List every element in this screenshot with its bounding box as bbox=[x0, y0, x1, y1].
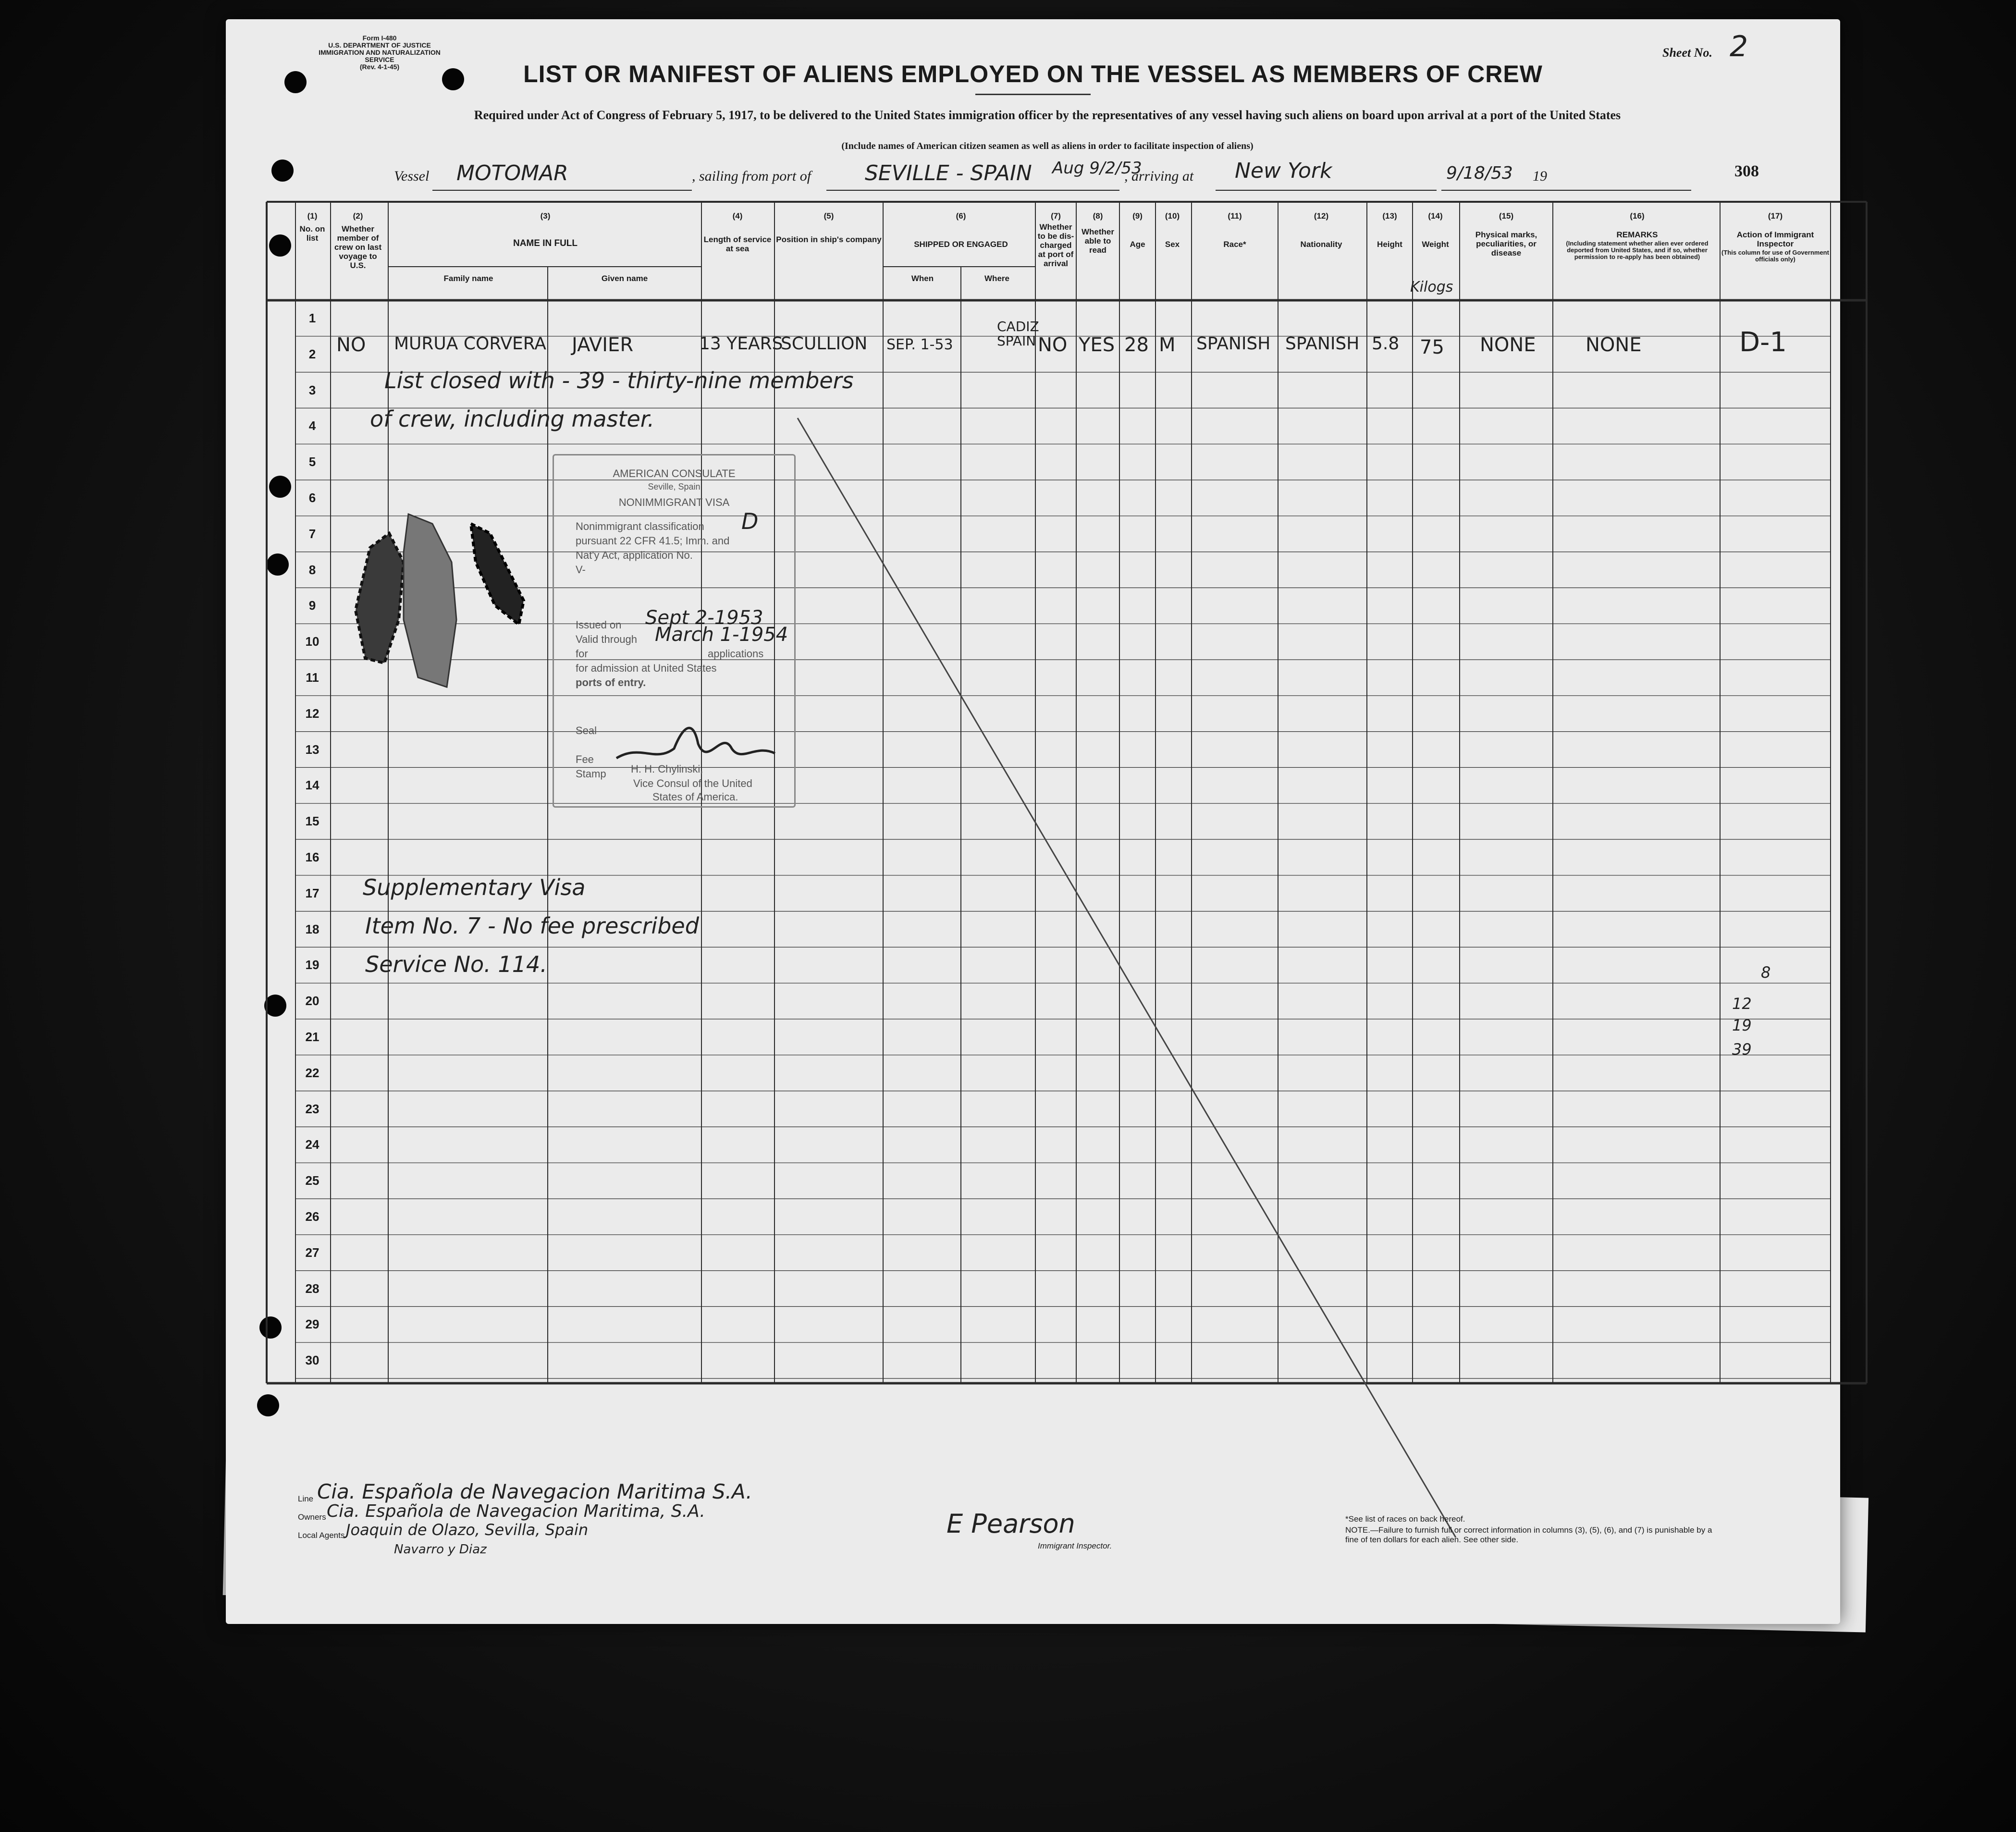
col-subheader: When bbox=[911, 274, 934, 283]
row1-where: CADIZ SPAIN bbox=[997, 319, 1039, 349]
row1-remarks: NONE bbox=[1586, 334, 1642, 356]
row1-race: SPANISH bbox=[1196, 334, 1271, 354]
row1-when: SEP. 1-53 bbox=[886, 336, 953, 353]
tally-1: 8 bbox=[1761, 963, 1771, 982]
supplementary-visa-note: Supplementary Visa bbox=[363, 874, 586, 900]
reference-number: 308 bbox=[1734, 162, 1759, 180]
arriving-value: New York bbox=[1235, 159, 1332, 183]
line-label: Line bbox=[298, 1494, 314, 1503]
col-header: (1) No. on list bbox=[299, 211, 325, 243]
row-number: 6 bbox=[308, 491, 316, 505]
stamp-v: V- bbox=[576, 564, 586, 576]
row-number: 21 bbox=[305, 1030, 320, 1044]
row-number: 24 bbox=[305, 1137, 320, 1152]
stamp-fee: Fee bbox=[576, 753, 594, 765]
stamp-application: Nat'y Act, application No. bbox=[576, 549, 693, 561]
penalty-note: NOTE.—Failure to furnish full or correct information in columns (3), (5), (6), and (7) is punishable by a fine of ten dollars for each alien. See other side. bbox=[1345, 1525, 1712, 1544]
row1-action: D-1 bbox=[1739, 327, 1787, 358]
row-number: 11 bbox=[306, 670, 319, 685]
row-number: 22 bbox=[305, 1065, 320, 1080]
row-number: 25 bbox=[305, 1173, 320, 1188]
row1-sex: M bbox=[1159, 334, 1176, 356]
row-number: 10 bbox=[305, 634, 320, 649]
row-number: 2 bbox=[308, 346, 316, 361]
port-value: SEVILLE - SPAIN bbox=[865, 161, 1032, 185]
stamp-class-value: D bbox=[741, 508, 759, 534]
stamp-valid-label: Valid through bbox=[576, 633, 638, 645]
row1-marks: NONE bbox=[1480, 334, 1536, 356]
stamp-regulation: pursuant 22 CFR 41.5; Imm. and bbox=[576, 535, 730, 547]
tally-2: 12 bbox=[1732, 995, 1752, 1013]
page-title: LIST OR MANIFEST OF ALIENS EMPLOYED ON THE VESSEL AS MEMBERS OF CREW bbox=[523, 61, 1543, 87]
row-number: 16 bbox=[305, 850, 320, 864]
row-number: 8 bbox=[308, 562, 316, 577]
form-no: Form I-480 bbox=[362, 34, 397, 42]
row-number: 26 bbox=[305, 1209, 320, 1224]
row1-family-name: MURUA CORVERA bbox=[394, 334, 546, 354]
col-header: (7) Whether to be dis- charged at port of arrival bbox=[1037, 211, 1074, 268]
races-note: *See list of races on back hereof. bbox=[1345, 1514, 1465, 1524]
stamp-stamp: Stamp bbox=[576, 768, 606, 780]
inspector-signature: E Pearson bbox=[947, 1509, 1075, 1539]
row-number: 14 bbox=[305, 778, 320, 793]
weight-unit: Kilogs bbox=[1410, 279, 1453, 295]
row-number: 18 bbox=[305, 922, 320, 936]
arrival-date: 9/18/53 bbox=[1446, 163, 1513, 183]
col-subheader: Given name bbox=[601, 274, 648, 283]
row-number: 29 bbox=[305, 1317, 320, 1332]
col-header: (3) NAME IN FULL bbox=[513, 211, 578, 248]
stamp-issued-value: Sept 2-1953 bbox=[645, 607, 763, 629]
col-header: (4) Length of service at sea bbox=[703, 211, 772, 253]
col-subheader: Where bbox=[984, 274, 1009, 283]
inspector-label: Immigrant Inspector. bbox=[1038, 1541, 1112, 1550]
sailing-label: , sailing from port of bbox=[692, 168, 811, 184]
col-subheader: Family name bbox=[443, 274, 493, 283]
col-header: (9) Age bbox=[1130, 211, 1145, 249]
row-number: 12 bbox=[305, 706, 320, 721]
row-number: 27 bbox=[305, 1245, 320, 1260]
list-closed-note-2: of crew, including master. bbox=[370, 406, 655, 432]
tally-4: 39 bbox=[1732, 1040, 1752, 1058]
col-header: (5) Position in ship's company bbox=[776, 211, 882, 244]
agents-label: Local Agents bbox=[298, 1531, 345, 1540]
year-label: 19 bbox=[1533, 168, 1547, 184]
agents-value-2: Navarro y Diaz bbox=[394, 1542, 487, 1557]
stamp-officer-title: Vice Consul of the United bbox=[633, 777, 752, 789]
row-number: 17 bbox=[305, 885, 320, 900]
stamp-ports: ports of entry. bbox=[576, 676, 646, 689]
row1-discharged: NO bbox=[1038, 334, 1068, 356]
row1-position: SCULLION bbox=[781, 334, 868, 354]
col-header: (17) Action of Immigrant Inspector (This column for use of Government officials only) bbox=[1721, 211, 1829, 263]
row-number: 5 bbox=[308, 455, 316, 469]
service: IMMIGRATION AND NATURALIZATION SERVICE bbox=[319, 49, 441, 63]
row1-height: 5.8 bbox=[1372, 334, 1400, 354]
col-header: (10) Sex bbox=[1165, 211, 1180, 249]
stamp-officer: H. H. Chylinski, bbox=[631, 763, 703, 775]
vessel-value: MOTOMAR bbox=[456, 161, 568, 185]
col-header: (12) Nationality bbox=[1300, 211, 1342, 249]
row1-read: YES bbox=[1079, 334, 1115, 356]
row1-last-voyage: NO bbox=[336, 334, 366, 356]
col-header: (16) REMARKS (Including statement whether alien ever ordered deported from United States, and if so, whether permission to re-apply has been obtained) bbox=[1566, 211, 1709, 260]
stamp-applications: applications bbox=[708, 648, 764, 660]
col-header: (13) Height bbox=[1377, 211, 1402, 249]
stamp-admission: for admission at United States bbox=[576, 662, 717, 674]
stamp-seal: Seal bbox=[576, 725, 597, 737]
row-number: 28 bbox=[305, 1281, 320, 1296]
line-value: Cia. Española de Navegacion Maritima S.A. bbox=[317, 1480, 752, 1503]
agents-value: Joaquin de Olazo, Sevilla, Spain bbox=[346, 1521, 589, 1539]
sheet-no-value: 2 bbox=[1730, 30, 1748, 63]
stamp-issued-label: Issued on bbox=[576, 619, 622, 631]
col-header: (6) SHIPPED OR ENGAGED bbox=[914, 211, 1008, 249]
supplementary-service-note: Service No. 114. bbox=[365, 951, 547, 977]
stamp-valid-value: March 1-1954 bbox=[655, 624, 788, 646]
row-number: 19 bbox=[305, 958, 320, 972]
subtitle-note: (Include names of American citizen seamen as well as aliens in order to facilitate inspection of aliens) bbox=[841, 141, 1254, 151]
col-header: (14) Weight bbox=[1422, 211, 1449, 249]
row1-nationality: SPANISH bbox=[1285, 334, 1360, 354]
stamp-visa-type: NONIMMIGRANT VISA bbox=[618, 496, 730, 508]
row1-weight: 75 bbox=[1420, 336, 1444, 358]
row-number: 9 bbox=[308, 598, 316, 613]
col-header: (2) Whether member of crew on last voyage to U.S. bbox=[334, 211, 382, 270]
stamp-for-label: for bbox=[576, 648, 588, 660]
stamp-officer-title-2: States of America. bbox=[652, 791, 738, 803]
revision: (Rev. 4-1-45) bbox=[359, 63, 400, 71]
row-number: 15 bbox=[305, 814, 320, 829]
stamp-consulate: AMERICAN CONSULATE bbox=[613, 467, 736, 480]
supplementary-item-note: Item No. 7 - No fee prescribed bbox=[365, 913, 699, 939]
row-number: 23 bbox=[305, 1101, 320, 1116]
row-number: 20 bbox=[305, 994, 320, 1008]
tally-3: 19 bbox=[1732, 1016, 1752, 1034]
col-header: (11) Race* bbox=[1223, 211, 1246, 249]
stamp-classification: Nonimmigrant classification bbox=[576, 520, 704, 532]
row-number: 7 bbox=[308, 526, 316, 541]
owners-value: Cia. Española de Navegacion Maritima, S.A. bbox=[327, 1501, 705, 1521]
row1-service: 13 YEARS bbox=[699, 334, 783, 354]
row-number: 4 bbox=[308, 418, 316, 433]
row-number: 1 bbox=[308, 311, 316, 325]
row1-age: 28 bbox=[1124, 334, 1149, 356]
vessel-label: Vessel bbox=[394, 168, 430, 184]
col-header: (8) Whether able to read bbox=[1082, 211, 1114, 255]
department: U.S. DEPARTMENT OF JUSTICE bbox=[328, 41, 431, 49]
stamp-city: Seville, Spain bbox=[648, 482, 701, 492]
row-number: 3 bbox=[308, 382, 316, 397]
row-number: 13 bbox=[305, 742, 320, 757]
row1-given-name: JAVIER bbox=[572, 334, 634, 356]
list-closed-note: List closed with - 39 - thirty-nine members bbox=[384, 368, 854, 393]
arriving-label: , arriving at bbox=[1124, 168, 1194, 184]
sailing-date: Aug 9/2/53 bbox=[1052, 159, 1142, 178]
col-header: (15) Physical marks, peculiarities, or disease bbox=[1475, 211, 1537, 258]
owners-label: Owners bbox=[298, 1512, 326, 1522]
sheet-no-label: Sheet No. bbox=[1662, 46, 1712, 60]
subtitle: Required under Act of Congress of February 5, 1917, to be delivered to the United States immigration officer by the representatives of any vessel having such aliens on board upon arrival at a port of the United States bbox=[474, 108, 1621, 122]
row-number: 30 bbox=[305, 1353, 320, 1368]
